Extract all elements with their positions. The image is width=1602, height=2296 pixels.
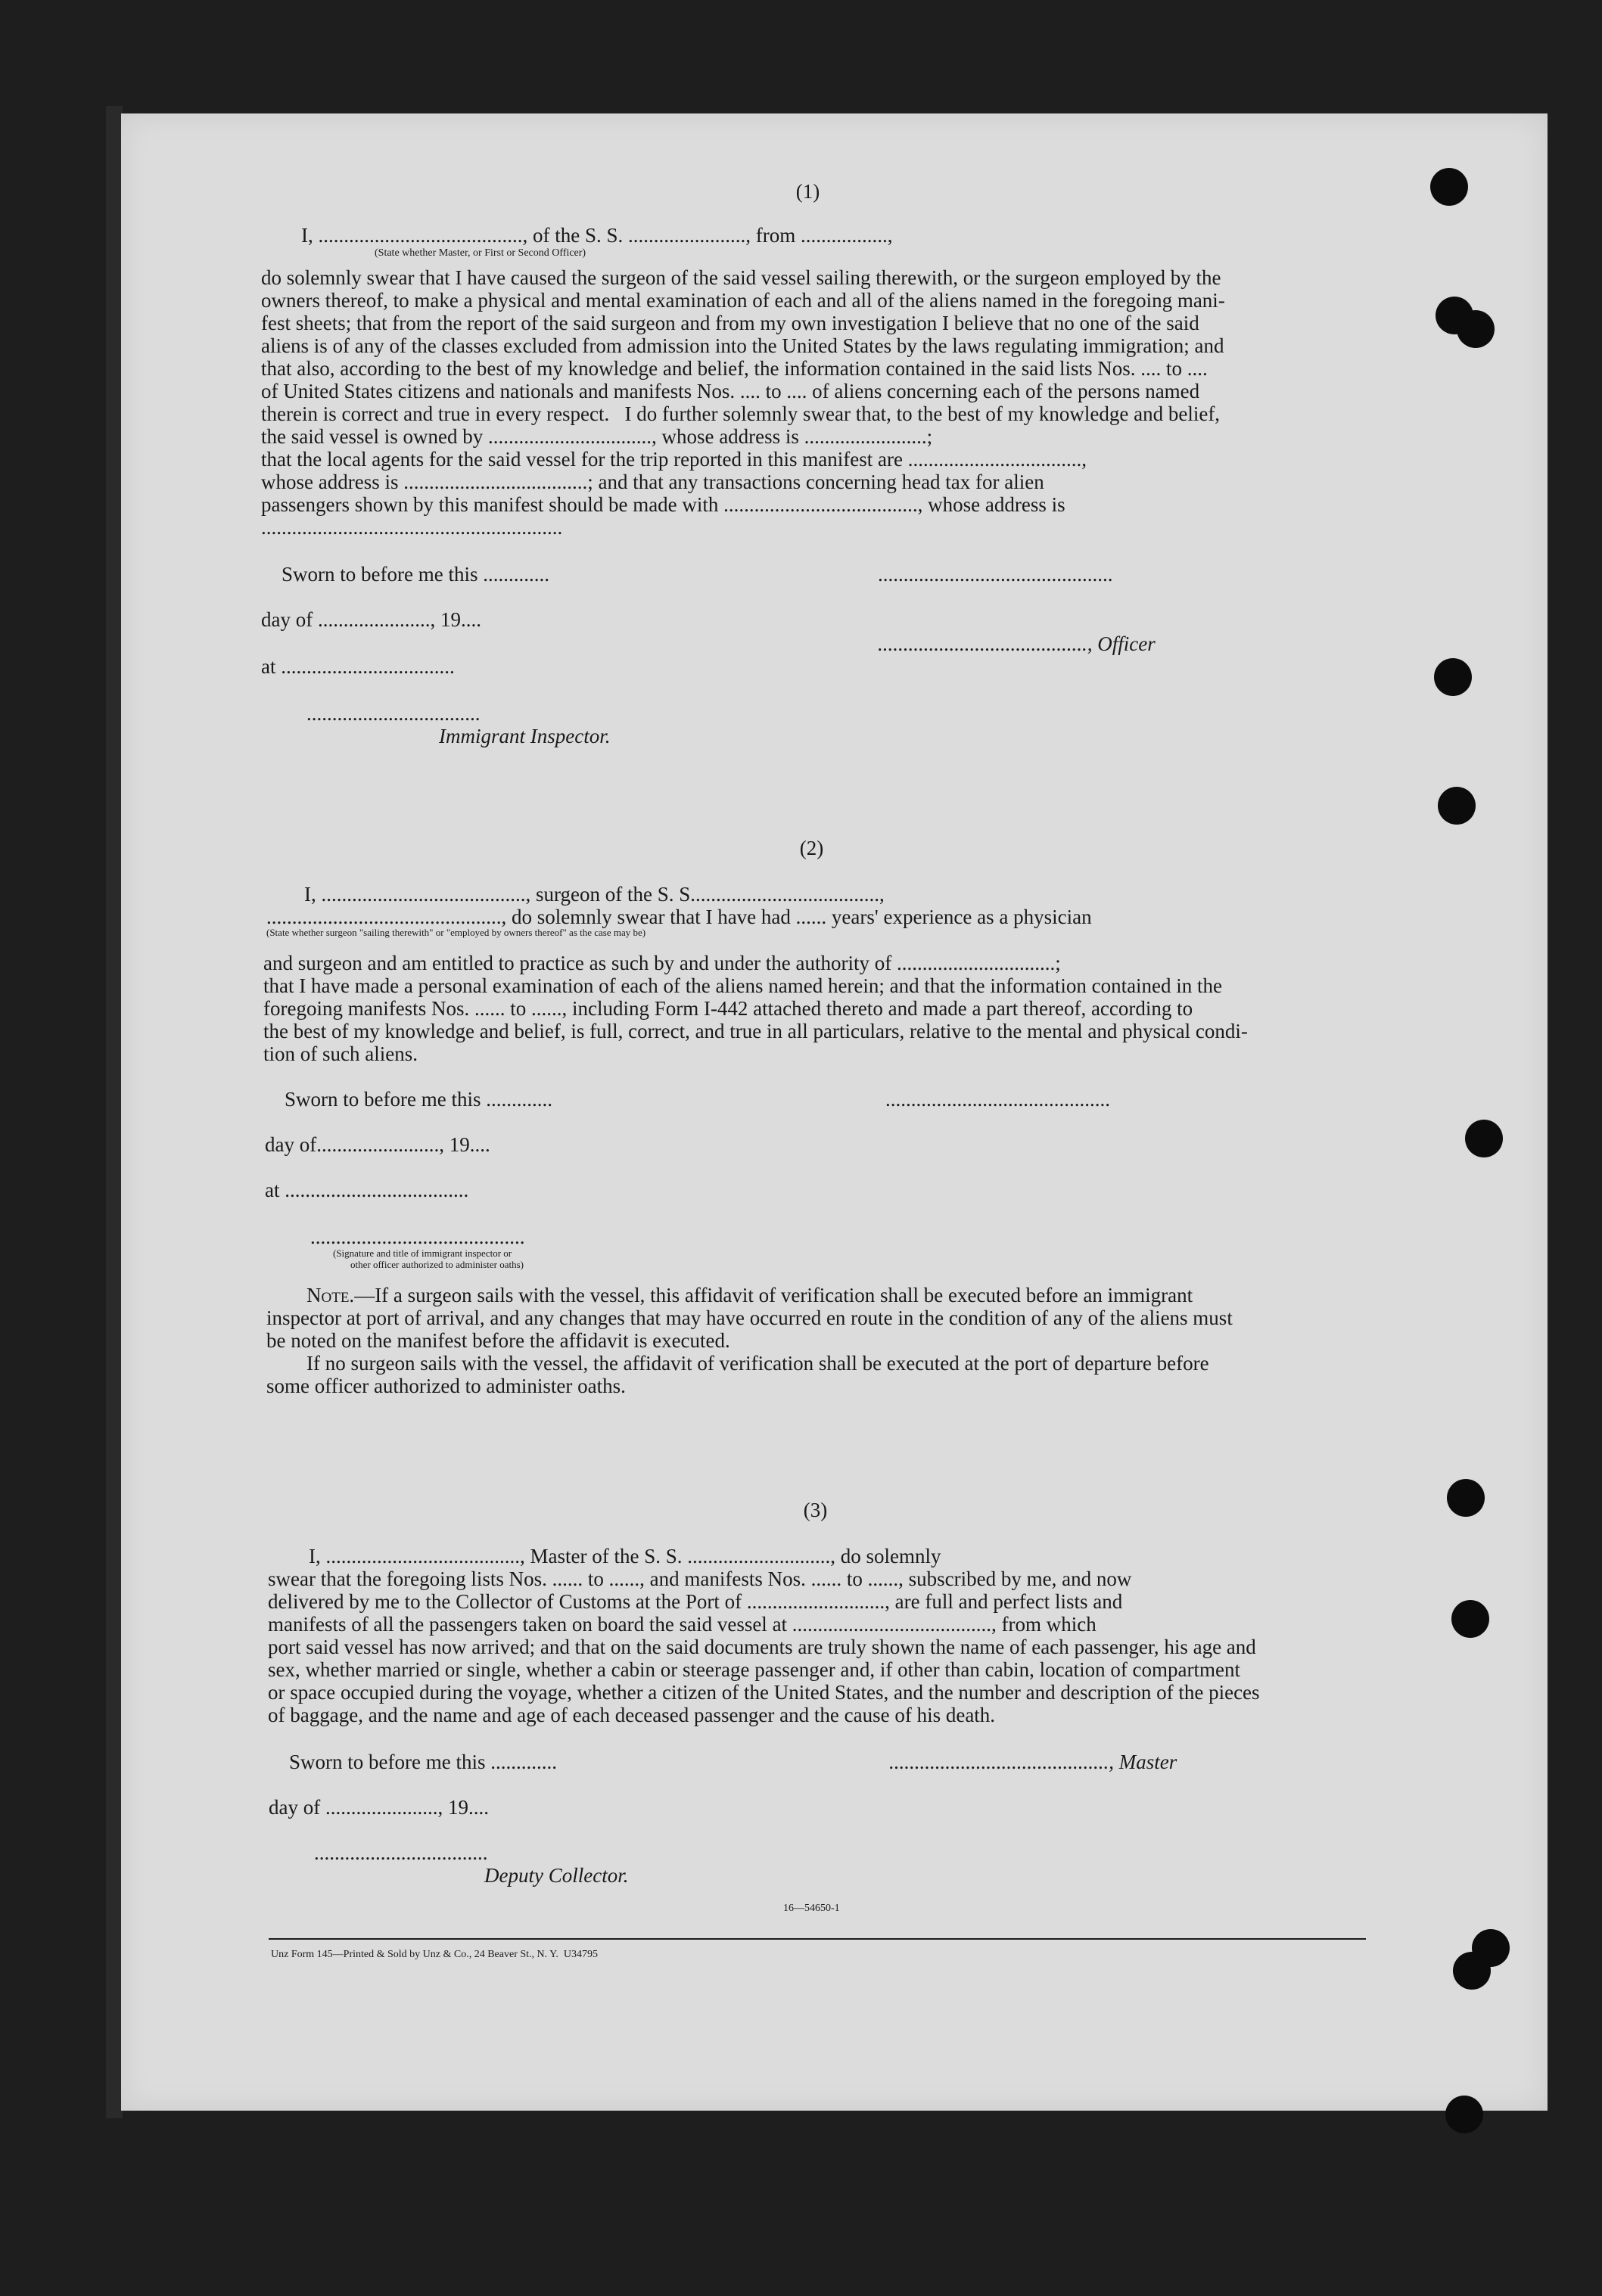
- section-2-body-line: the best of my knowledge and belief, is full, correct, and true in all particulars, relative to the mental and physical condi-: [263, 1020, 1248, 1042]
- section-2-at-line: at ....................................: [265, 1179, 469, 1201]
- section-1-signature-line: ..............................................: [878, 563, 1113, 586]
- binder-hole: [1430, 168, 1468, 206]
- section-1-body-line: whose address is ....................................; and that any transactions concerning head tax for alien: [261, 471, 1044, 493]
- section-3-body-line: I, ......................................, Master of the S. S. ............................, do solemnly: [309, 1545, 941, 1567]
- section-1-body-line: therein is correct and true in every respect. I do further solemnly swear that, to the best of my knowledge and belief,: [261, 402, 1221, 425]
- section-3-body-line: or space occupied during the voyage, whether a citizen of the United States, and the number and description of the pieces: [268, 1681, 1260, 1704]
- section-2-body-line: foregoing manifests Nos. ...... to ......, including Form I-442 attached thereto and made a part thereof, according to: [263, 997, 1193, 1020]
- binder-hole: [1434, 658, 1472, 696]
- section-2-signature-line: ............................................: [885, 1088, 1110, 1111]
- section-2-second-line: .............................................., do solemnly swear that I have had ...... years' experience as a physician: [266, 906, 1092, 928]
- section-2-inspector-signature: ..........................................: [310, 1226, 525, 1248]
- section-1-body-line: that also, according to the best of my knowledge and belief, the information contained in the said lists Nos. .... to ....: [261, 357, 1208, 380]
- section-1-day-line: day of ......................, 19....: [261, 608, 481, 631]
- section-1-body-line: passengers shown by this manifest should be made with ......................................, whose address is: [261, 493, 1065, 516]
- section-1-body-line: fest sheets; that from the report of the said surgeon and from my own investigation I believe that no one of the said: [261, 312, 1199, 334]
- section-1-inspector-signature: ..................................: [306, 702, 481, 725]
- section-3-sworn-line: Sworn to before me this .............: [289, 1751, 557, 1773]
- section-3-body-line: of baggage, and the name and age of each deceased passenger and the cause of his death.: [268, 1704, 996, 1726]
- section-2-sworn-line: Sworn to before me this .............: [285, 1088, 552, 1111]
- section-1-at-line: at ..................................: [261, 655, 455, 678]
- binder-hole: [1445, 2096, 1483, 2133]
- section-3-master-line: ..........................................., Master: [889, 1751, 1177, 1773]
- page-edge: [106, 106, 123, 2118]
- binder-hole: [1453, 1952, 1491, 1990]
- section-3-number: (3): [803, 1499, 828, 1521]
- section-2-note2-line: some officer authorized to administer oaths.: [266, 1375, 626, 1397]
- section-2-signature-caption: other officer authorized to administer oaths): [350, 1259, 524, 1270]
- section-3-collector-signature: ..................................: [314, 1841, 488, 1864]
- section-2-body-line: and surgeon and am entitled to practice as such by and under the authority of ...............................;: [263, 952, 1061, 974]
- section-3-body-line: manifests of all the passengers taken on board the said vessel at ......................................., from which: [268, 1613, 1097, 1636]
- section-1-body-line: aliens is of any of the classes excluded from admission into the United States by the laws regulating immigration; and: [261, 334, 1224, 357]
- section-2-note-line: [306, 1284, 1193, 1306]
- binder-hole: [1438, 787, 1476, 825]
- section-3-body-line: sex, whether married or single, whether a cabin or steerage passenger and, if other than cabin, location of compartment: [268, 1658, 1241, 1681]
- section-2-first-line: I, ........................................, surgeon of the S. S.....................................,: [304, 883, 885, 906]
- section-1-body-line: do solemnly swear that I have caused the surgeon of the said vessel sailing therewith, or the surgeon employed by the: [261, 266, 1221, 289]
- section-1-sworn-line: Sworn to before me this .............: [282, 563, 549, 586]
- footer-rule: [269, 1938, 1366, 1940]
- section-1-body-line: the said vessel is owned by ................................, whose address is ........................;: [261, 425, 933, 448]
- section-2-note2-line: If no surgeon sails with the vessel, the affidavit of verification shall be executed at the port of departure before: [306, 1352, 1209, 1375]
- section-3-collector-title: Deputy Collector.: [484, 1864, 629, 1887]
- section-2-number: (2): [799, 837, 824, 859]
- section-1-officer-line: ........................................., Officer: [878, 632, 1156, 655]
- section-1-body-line: that the local agents for the said vessel for the trip reported in this manifest are ..................................,: [261, 448, 1087, 471]
- section-1-body-line: of United States citizens and nationals and manifests Nos. .... to .... of aliens concerning each of the persons named: [261, 380, 1200, 402]
- section-3-body-line: port said vessel has now arrived; and that on the said documents are truly shown the name of each passenger, his age and: [268, 1636, 1256, 1658]
- section-1-body-line: owners thereof, to make a physical and mental examination of each and all of the aliens named in the foregoing mani-: [261, 289, 1225, 312]
- section-2-day-line: day of........................, 19....: [265, 1133, 490, 1156]
- section-2-note-line: be noted on the manifest before the affidavit is executed.: [266, 1329, 730, 1352]
- section-1-body-line: ...........................................................: [261, 516, 563, 539]
- note-text: —If a surgeon sails with the vessel, this affidavit of verification shall be executed before an immigrant: [354, 1284, 1193, 1306]
- section-2-signature-caption: (Signature and title of immigrant inspector or: [333, 1247, 512, 1259]
- section-2-note-line: inspector at port of arrival, and any changes that may have occurred en route in the condition of any of the aliens must: [266, 1306, 1233, 1329]
- section-2-second-line-caption: (State whether surgeon "sailing therewith" or "employed by owners thereof" as the case may be): [266, 927, 646, 938]
- section-1-number: (1): [795, 180, 820, 203]
- note-label: Note.: [306, 1284, 355, 1306]
- section-1-first-line: I, ........................................, of the S. S. ......................., from .................,: [301, 224, 893, 247]
- binder-hole: [1447, 1479, 1485, 1517]
- section-3-body-line: swear that the foregoing lists Nos. ...... to ......, and manifests Nos. ...... to ......, subscribed by me, and now: [268, 1567, 1132, 1590]
- section-3-day-line: day of ......................, 19....: [269, 1796, 489, 1819]
- binder-hole: [1451, 1600, 1489, 1638]
- printer-line: Unz Form 145—Printed & Sold by Unz & Co., 24 Beaver St., N. Y. U34795: [271, 1949, 599, 1960]
- section-1-inspector-title: Immigrant Inspector.: [439, 725, 611, 747]
- section-1-first-line-caption: (State whether Master, or First or Second Officer): [375, 247, 586, 259]
- section-2-body-line: tion of such aliens.: [263, 1042, 418, 1065]
- section-3-body-line: delivered by me to the Collector of Customs at the Port of ..........................., are full and perfect lists and: [268, 1590, 1123, 1613]
- binder-hole: [1457, 310, 1495, 348]
- section-2-body-line: that I have made a personal examination of each of the aliens named herein; and that the information contained in the: [263, 974, 1223, 997]
- binder-hole: [1465, 1120, 1503, 1157]
- form-code: 16—54650-1: [783, 1903, 840, 1914]
